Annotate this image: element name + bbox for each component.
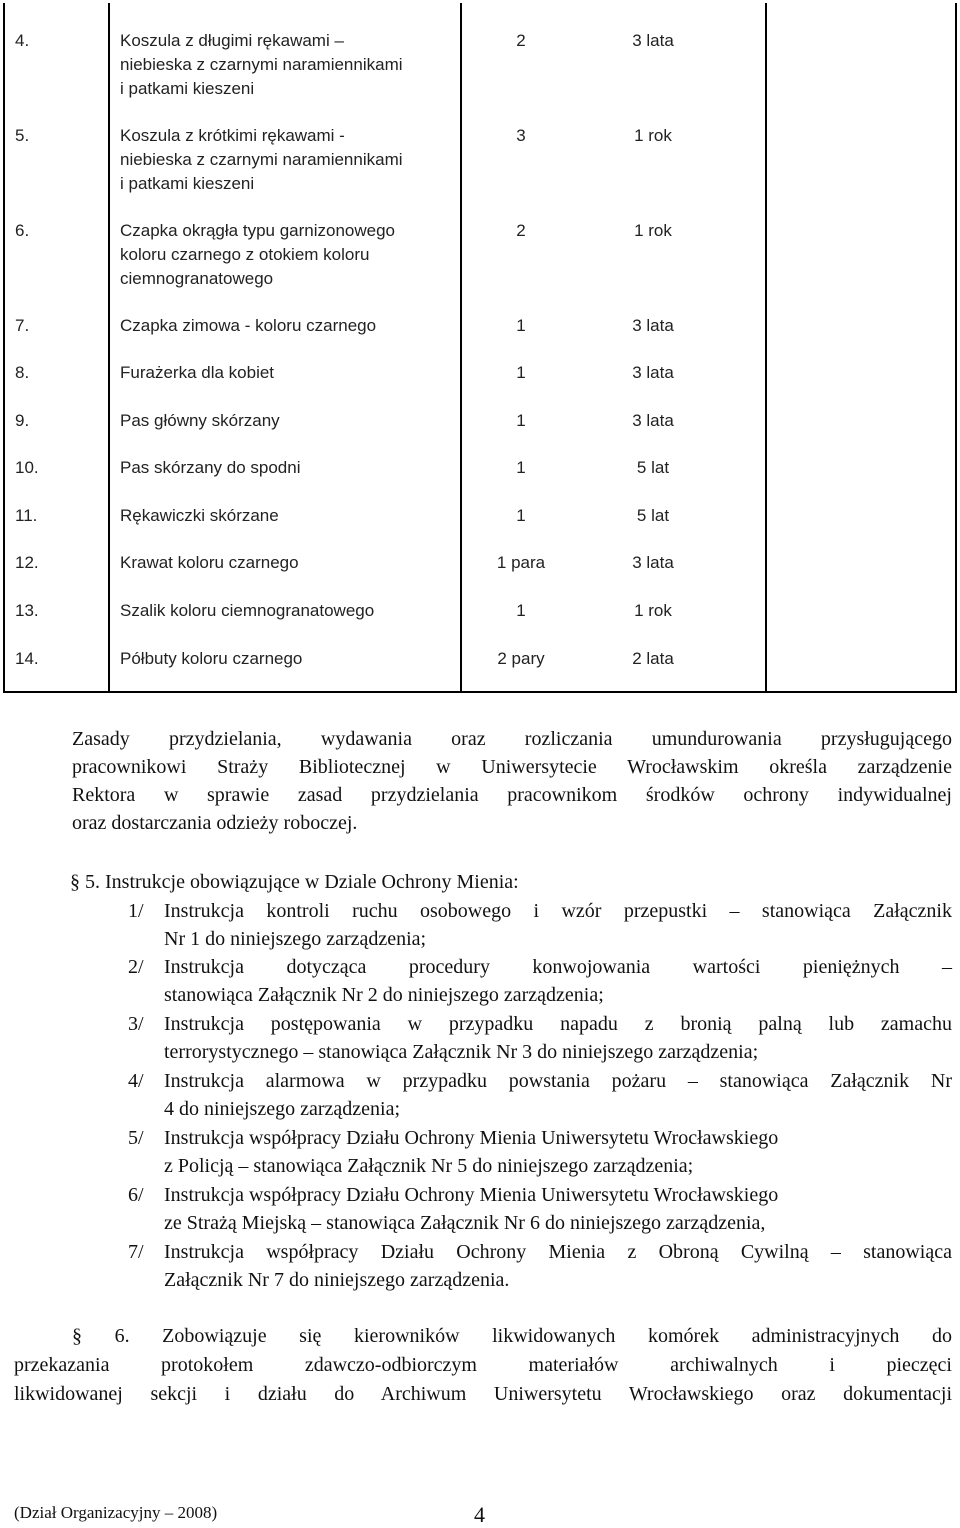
item-name-line: Pas główny skórzany: [120, 411, 280, 430]
table-column-divider: [108, 3, 110, 693]
table-border-bottom: [3, 691, 957, 693]
footer-note: (Dział Organizacyjny – 2008): [14, 1503, 218, 1522]
list-item-line: Instrukcja współpracy Działu Ochrony Mienia Uniwersytetu Wrocławskiego: [164, 1127, 779, 1149]
item-name-line: Czapka okrągła typu garnizonowego: [120, 221, 396, 240]
row-number: 7.: [15, 316, 30, 335]
uniform-allocation-table: [3, 3, 957, 693]
table-column-divider: [460, 3, 462, 693]
row-number: 13.: [15, 601, 39, 620]
item-name-line: Pas skórzany do spodni: [120, 458, 301, 477]
list-item-number: 5/: [128, 1127, 144, 1149]
item-duration: 3 lata: [632, 31, 674, 50]
item-quantity: 1: [516, 506, 526, 525]
item-duration: 3 lata: [632, 363, 674, 382]
item-duration: 3 lata: [632, 553, 674, 572]
item-quantity: 1: [516, 411, 526, 430]
list-item-line: Instrukcja dotycząca procedury konwojowania wartości pieniężnych –: [164, 956, 952, 978]
list-item-number: 3/: [128, 1013, 144, 1035]
list-item-line: Instrukcja współpracy Działu Ochrony Mienia z Obroną Cywilną – stanowiąca: [164, 1241, 952, 1263]
item-name-line: koloru czarnego z otokiem koloru: [120, 245, 370, 264]
item-name-line: Koszula z długimi rękawami –: [120, 31, 344, 50]
item-name-line: Szalik koloru ciemnogranatowego: [120, 601, 375, 620]
table-border-right: [955, 3, 957, 693]
list-item-number: 7/: [128, 1241, 144, 1263]
item-duration: 1 rok: [634, 126, 672, 145]
paragraph-line: pracownikowi Straży Bibliotecznej w Uniwersytecie Wrocławskim określa zarządzenie: [72, 756, 952, 778]
list-item-line: stanowiąca Załącznik Nr 2 do niniejszego zarządzenia;: [164, 984, 604, 1006]
item-quantity: 3: [516, 126, 526, 145]
item-name-line: Furażerka dla kobiet: [120, 363, 275, 382]
row-number: 8.: [15, 363, 30, 382]
list-item-line: Nr 1 do niniejszego zarządzenia;: [164, 928, 427, 950]
item-name-line: Czapka zimowa - koloru czarnego: [120, 316, 377, 335]
table-border-left: [3, 3, 5, 693]
item-quantity: 1: [516, 316, 526, 335]
list-item-line: Instrukcja postępowania w przypadku napadu z bronią palną lub zamachu: [164, 1013, 952, 1035]
row-number: 14.: [15, 649, 39, 668]
row-number: 9.: [15, 411, 30, 430]
item-name-line: i patkami kieszeni: [120, 174, 255, 193]
item-name-line: niebieska z czarnymi naramiennikami: [120, 55, 403, 74]
paragraph-line: Zasady przydzielania, wydawania oraz rozliczania umundurowania przysługującego: [72, 728, 952, 750]
list-item-line: 4 do niniejszego zarządzenia;: [164, 1098, 400, 1120]
row-number: 10.: [15, 458, 39, 477]
item-quantity: 2 pary: [497, 649, 545, 668]
item-quantity: 2: [516, 221, 526, 240]
row-number: 11.: [15, 506, 38, 525]
list-item-line: terrorystycznego – stanowiąca Załącznik Nr 3 do niniejszego zarządzenia;: [164, 1041, 759, 1063]
item-quantity: 1: [516, 601, 526, 620]
item-name-line: Półbuty koloru czarnego: [120, 649, 303, 668]
item-quantity: 1: [516, 363, 526, 382]
list-item-line: Załącznik Nr 7 do niniejszego zarządzenia.: [164, 1269, 510, 1291]
item-quantity: 2: [516, 31, 526, 50]
list-item-line: ze Strażą Miejską – stanowiąca Załącznik Nr 6 do niniejszego zarządzenia,: [164, 1212, 766, 1234]
item-name-line: Koszula z krótkimi rękawami -: [120, 126, 345, 145]
page-number: 4: [474, 1502, 485, 1527]
item-duration: 5 lat: [636, 458, 670, 477]
item-duration: 3 lata: [632, 316, 674, 335]
paragraph-line: likwidowanej sekcji i działu do Archiwum Uniwersytetu Wrocławskiego oraz dokumentacji: [14, 1383, 952, 1405]
list-item-line: Instrukcja kontroli ruchu osobowego i wzór przepustki – stanowiąca Załącznik: [164, 900, 952, 922]
list-item-number: 4/: [128, 1070, 144, 1092]
paragraph-line: § 6. Zobowiązuje się kierowników likwidowanych komórek administracyjnych do: [72, 1325, 952, 1347]
paragraph-line: Rektora w sprawie zasad przydzielania pracownikom środków ochrony indywidualnej: [72, 784, 952, 806]
list-item-number: 2/: [128, 956, 144, 978]
paragraph-line: oraz dostarczania odzieży roboczej.: [72, 812, 358, 834]
row-number: 4.: [15, 31, 30, 50]
section-heading: § 5. Instrukcje obowiązujące w Dziale Ochrony Mienia:: [70, 871, 519, 893]
list-item-line: Instrukcja współpracy Działu Ochrony Mienia Uniwersytetu Wrocławskiego: [164, 1184, 779, 1206]
item-quantity: 1: [516, 458, 526, 477]
paragraph-line: przekazania protokołem zdawczo-odbiorczym materiałów archiwalnych i pieczęci: [14, 1354, 952, 1376]
row-number: 12.: [15, 553, 39, 572]
item-name-line: Rękawiczki skórzane: [120, 506, 279, 525]
item-duration: 1 rok: [634, 221, 672, 240]
item-duration: 3 lata: [632, 411, 674, 430]
item-name-line: niebieska z czarnymi naramiennikami: [120, 150, 403, 169]
list-item-number: 1/: [128, 900, 144, 922]
item-name-line: Krawat koloru czarnego: [120, 553, 299, 572]
item-duration: 2 lata: [632, 649, 674, 668]
list-item-line: z Policją – stanowiąca Załącznik Nr 5 do niniejszego zarządzenia;: [164, 1155, 694, 1177]
table-column-divider: [765, 3, 767, 693]
row-number: 5.: [15, 126, 30, 145]
list-item-line: Instrukcja alarmowa w przypadku powstania pożaru – stanowiąca Załącznik Nr: [164, 1070, 952, 1092]
item-duration: 5 lat: [636, 506, 670, 525]
row-number: 6.: [15, 221, 30, 240]
item-quantity: 1 para: [496, 553, 546, 572]
list-item-number: 6/: [128, 1184, 144, 1206]
item-name-line: i patkami kieszeni: [120, 79, 255, 98]
item-duration: 1 rok: [634, 601, 672, 620]
item-name-line: ciemnogranatowego: [120, 269, 274, 288]
